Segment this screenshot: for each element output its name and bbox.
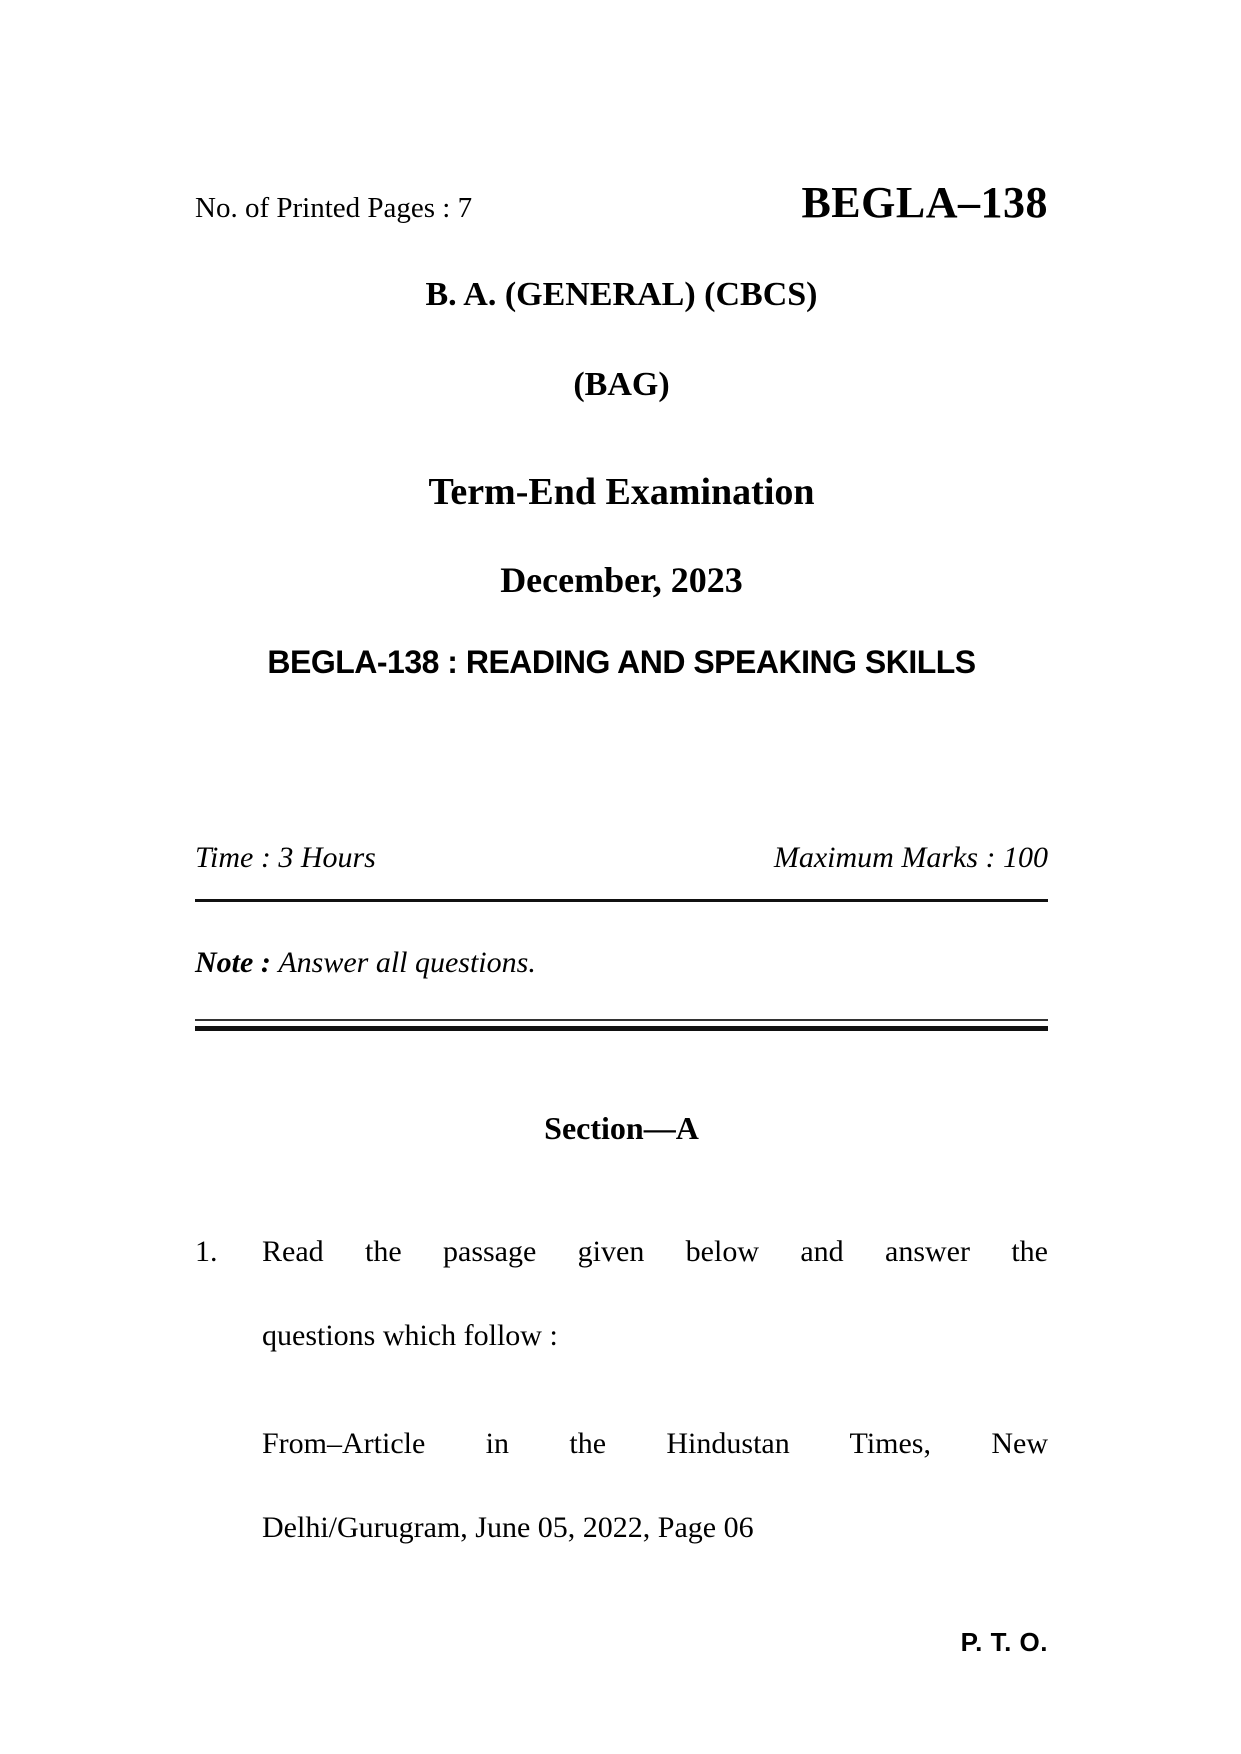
program-title: B. A. (GENERAL) (CBCS)	[425, 276, 818, 313]
pto-marker: P. T. O.	[960, 1627, 1048, 1657]
note-label: Note :	[195, 946, 271, 979]
page-header	[195, 178, 1048, 228]
horizontal-rule	[195, 899, 1048, 902]
question-number: 1.	[195, 1235, 218, 1268]
maximum-marks: Maximum Marks : 100	[773, 841, 1048, 874]
printed-pages-note: No. of Printed Pages : 7	[195, 192, 473, 224]
double-rule-top	[195, 1019, 1048, 1021]
double-rule-bottom	[195, 1026, 1048, 1031]
question-text: Read the passage given below and answer the	[262, 1235, 1048, 1268]
program-code-title: (BAG)	[573, 366, 670, 403]
section-heading: Section—A	[544, 1110, 699, 1146]
exam-title: Term-End Examination	[428, 471, 815, 513]
note-text: Answer all questions.	[278, 946, 536, 979]
source-text: From–Article in the Hindustan Times, New	[262, 1427, 1048, 1460]
time-allowed: Time : 3 Hours	[195, 841, 376, 874]
question-1-line-2	[195, 1316, 1048, 1356]
course-title: BEGLA-138 : READING AND SPEAKING SKILLS	[267, 644, 976, 680]
question-text: questions which follow :	[262, 1319, 558, 1352]
note-row	[195, 943, 1048, 983]
paper-code: BEGLA–138	[801, 178, 1048, 227]
passage-source-line-1	[195, 1424, 1048, 1464]
exam-meta-row	[195, 838, 1048, 878]
passage-source-line-2	[195, 1508, 1048, 1548]
exam-session: December, 2023	[500, 560, 743, 600]
source-text: Delhi/Gurugram, June 05, 2022, Page 06	[262, 1511, 754, 1544]
question-1-line-1	[195, 1232, 1048, 1272]
